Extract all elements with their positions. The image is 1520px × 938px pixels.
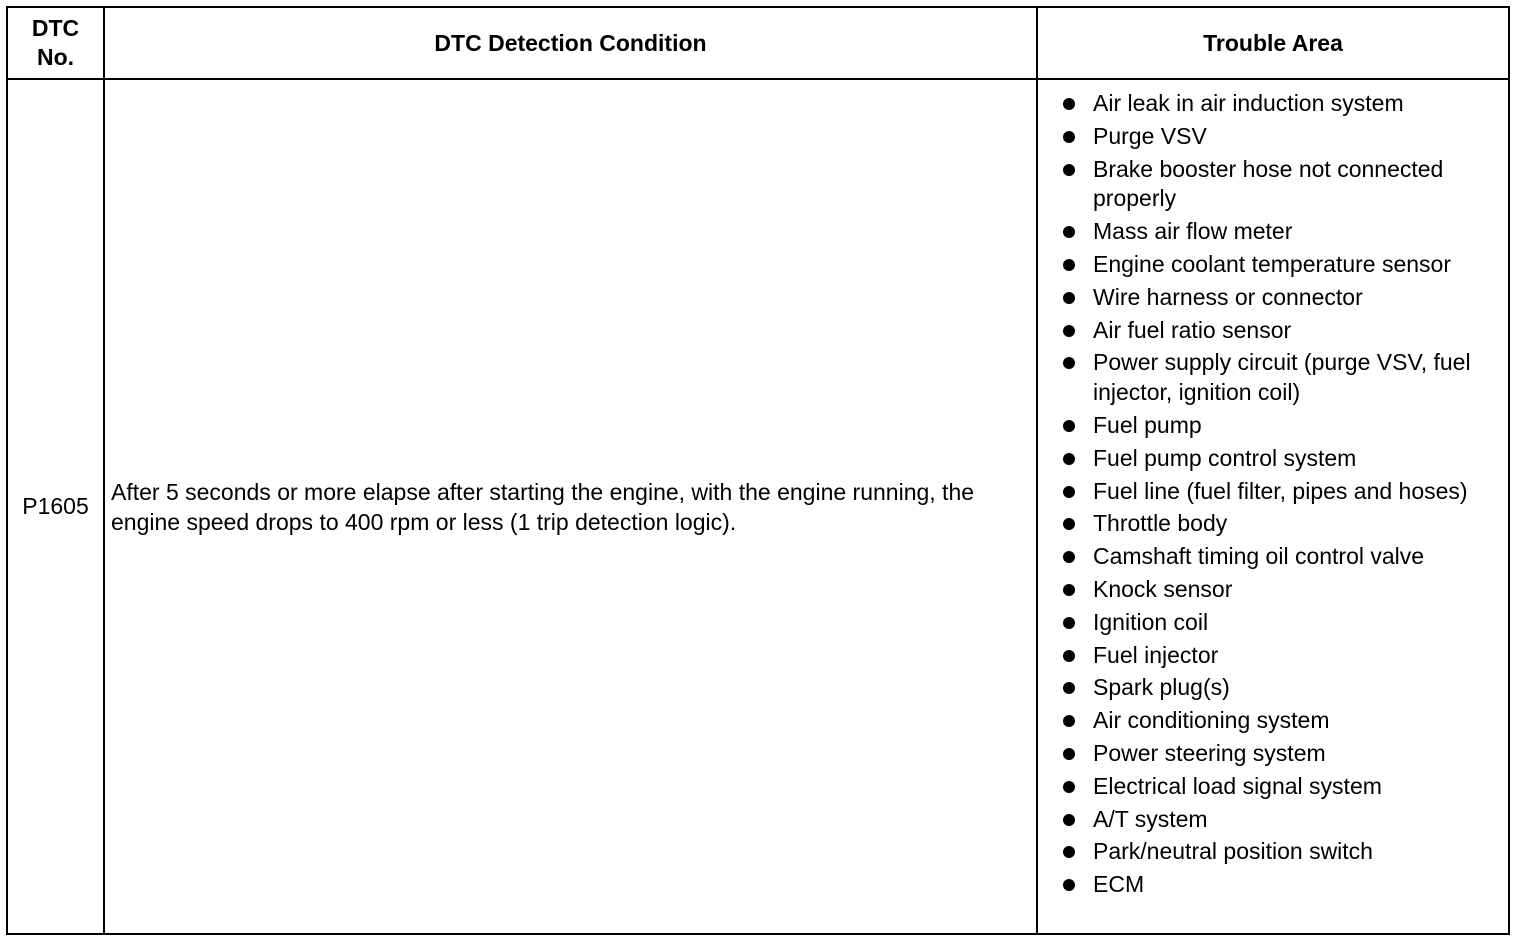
bullet-icon	[1063, 226, 1075, 238]
trouble-area-label: Fuel line (fuel filter, pipes and hoses)	[1093, 477, 1468, 504]
bullet-icon	[1063, 98, 1075, 110]
trouble-area-label: Purge VSV	[1093, 122, 1207, 149]
trouble-area-label: A/T system	[1093, 805, 1208, 832]
trouble-area-item	[1060, 283, 1500, 313]
bullet-icon	[1063, 879, 1075, 891]
bullet-icon	[1063, 325, 1075, 337]
trouble-area-label: Ignition coil	[1093, 608, 1209, 635]
trouble-area-label: Camshaft timing oil control valve	[1093, 543, 1425, 570]
bullet-icon	[1063, 781, 1075, 793]
trouble-area-label: Air conditioning system	[1093, 707, 1330, 734]
bullet-icon	[1063, 682, 1075, 694]
trouble-area-label: Brake booster hose not connected properly	[1093, 155, 1444, 212]
bullet-icon	[1063, 551, 1075, 563]
dtc-code-cell	[8, 80, 103, 933]
bullet-icon	[1063, 453, 1075, 465]
column-divider	[1036, 8, 1038, 933]
header-detection-condition-label: DTC Detection Condition	[434, 29, 707, 56]
trouble-area-item	[1060, 870, 1500, 900]
trouble-area-item	[1060, 348, 1500, 408]
trouble-area-label: Spark plug(s)	[1093, 674, 1230, 701]
bullet-icon	[1063, 164, 1075, 176]
bullet-icon	[1063, 584, 1075, 596]
bullet-icon	[1063, 486, 1075, 498]
trouble-area-label: Wire harness or connector	[1093, 283, 1363, 310]
trouble-area-item	[1060, 250, 1500, 280]
header-dtc-no	[8, 8, 103, 78]
trouble-area-item	[1060, 477, 1500, 507]
bullet-icon	[1063, 748, 1075, 760]
bullet-icon	[1063, 259, 1075, 271]
trouble-area-label: Air leak in air induction system	[1093, 90, 1404, 116]
trouble-area-item	[1060, 444, 1500, 474]
trouble-area-label: Park/neutral position switch	[1093, 838, 1373, 865]
bullet-icon	[1063, 131, 1075, 143]
trouble-area-label: Electrical load signal system	[1093, 772, 1382, 799]
trouble-area-item	[1060, 641, 1500, 671]
header-trouble-area-label: Trouble Area	[1203, 29, 1343, 56]
trouble-area-item	[1060, 575, 1500, 605]
bullet-icon	[1063, 420, 1075, 432]
dtc-table	[6, 6, 1510, 935]
trouble-area-item	[1060, 706, 1500, 736]
trouble-area-item	[1060, 509, 1500, 539]
trouble-area-label: Fuel pump control system	[1093, 444, 1357, 471]
trouble-area-item	[1060, 122, 1500, 152]
trouble-area-label: Power steering system	[1093, 739, 1326, 766]
bullet-icon	[1063, 814, 1075, 826]
trouble-area-label: Power supply circuit (purge VSV, fuel injector, ignition coil)	[1093, 349, 1471, 406]
trouble-area-item	[1060, 739, 1500, 769]
trouble-area-item	[1060, 155, 1500, 215]
bullet-icon	[1063, 650, 1075, 662]
trouble-area-item	[1060, 673, 1500, 703]
bullet-icon	[1063, 518, 1075, 530]
header-trouble-area	[1038, 8, 1508, 78]
detection-condition-text: After 5 seconds or more elapse after starting the engine, with the engine running, the engine speed drops to 400 rpm or less (1 trip detection logic).	[111, 478, 975, 535]
header-detection-condition	[105, 8, 1036, 78]
trouble-area-item	[1060, 217, 1500, 247]
trouble-area-item	[1060, 837, 1500, 867]
trouble-area-list	[1060, 89, 1500, 903]
bullet-icon	[1063, 715, 1075, 727]
trouble-area-item	[1060, 805, 1500, 835]
trouble-area-item	[1060, 772, 1500, 802]
trouble-area-item	[1060, 89, 1500, 119]
trouble-area-label: Knock sensor	[1093, 575, 1233, 602]
dtc-code: P1605	[22, 493, 89, 519]
column-divider	[103, 8, 105, 933]
header-dtc-no-label: DTC No.	[31, 15, 80, 70]
trouble-area-label: Fuel injector	[1093, 641, 1219, 668]
bullet-icon	[1063, 292, 1075, 304]
trouble-area-item	[1060, 411, 1500, 441]
trouble-area-item	[1060, 542, 1500, 572]
bullet-icon	[1063, 846, 1075, 858]
trouble-area-label: Fuel pump	[1093, 411, 1202, 438]
trouble-area-label: Air fuel ratio sensor	[1093, 316, 1292, 343]
detection-condition-cell	[111, 80, 1031, 933]
trouble-area-label: Engine coolant temperature sensor	[1093, 250, 1451, 277]
trouble-area-label: ECM	[1093, 871, 1145, 898]
trouble-area-label: Throttle body	[1093, 510, 1228, 537]
trouble-area-item	[1060, 316, 1500, 346]
bullet-icon	[1063, 617, 1075, 629]
bullet-icon	[1063, 357, 1075, 369]
trouble-area-item	[1060, 608, 1500, 638]
trouble-area-label: Mass air flow meter	[1093, 218, 1293, 245]
